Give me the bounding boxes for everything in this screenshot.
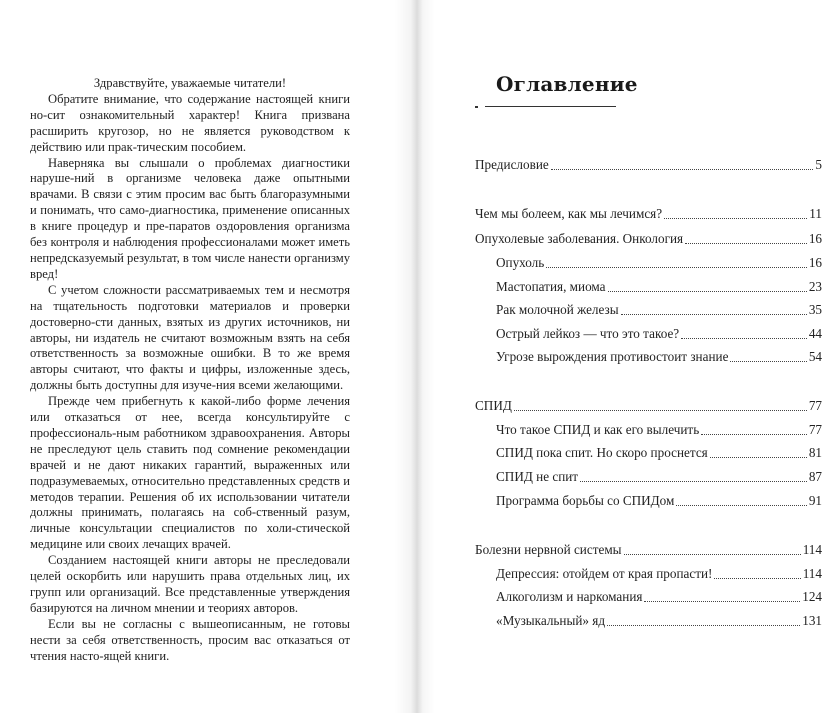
- toc-entry-label: Чем мы болеем, как мы лечимся?: [475, 206, 663, 221]
- toc-entry[interactable]: [496, 445, 822, 461]
- toc-entry-label: Алкоголизм и наркомания: [496, 589, 643, 604]
- toc-entry-page: 77: [808, 422, 822, 437]
- intro-paragraph: Обратите внимание, что содержание настоящей книги но-сит ознакомительный характер! Книга призвана расширить кругозор, но не является руководством к действию или прак-тическим пособием.: [30, 91, 350, 154]
- toc-entry-label: Опухолевые заболевания. Онкология: [475, 231, 684, 246]
- toc-entry[interactable]: [496, 302, 822, 318]
- toc-entry-label: Программа борьбы со СПИДом: [496, 493, 675, 508]
- leader-dots: [546, 266, 807, 268]
- title-underline: [485, 106, 616, 107]
- toc-entry-page: 11: [809, 206, 822, 221]
- leader-dots: [580, 480, 807, 482]
- toc-entry-page: 77: [808, 398, 822, 413]
- leader-dots: [714, 577, 800, 579]
- leader-dots: [607, 624, 800, 626]
- toc-entry-label: Мастопатия, миома: [496, 279, 606, 294]
- toc-entry-page: 124: [802, 589, 822, 604]
- leader-dots: [621, 313, 807, 315]
- toc-entry-page: 44: [808, 326, 822, 341]
- intro-paragraph: С учетом сложности рассматриваемых тем и несмотря на тщательность подготовки материалов и проверки достоверно-сти данных, взятых из других источников, ни авторы, ни издатель не считают возможным взять на себя ответственность за возможные ошибки. В то же время авторы считают, что факты и цифры, изложенные здесь, должны быть доступны для изуче-ния всеми желающими.: [30, 282, 350, 393]
- toc-entry[interactable]: [496, 326, 822, 342]
- toc-entry[interactable]: [496, 349, 822, 365]
- leader-dots: [551, 168, 814, 170]
- toc-entry-page: 87: [808, 469, 822, 484]
- leader-dots: [664, 217, 807, 219]
- leader-dots: [681, 337, 807, 339]
- toc-entry[interactable]: [475, 542, 822, 558]
- toc-entry[interactable]: [496, 566, 822, 582]
- toc-entry-page: 35: [808, 302, 822, 317]
- toc-entry[interactable]: [496, 422, 822, 438]
- toc-entry[interactable]: [475, 398, 822, 414]
- toc-entry[interactable]: [496, 493, 822, 509]
- toc-entry[interactable]: [496, 255, 822, 271]
- toc-entry-label: СПИД не спит: [496, 469, 579, 484]
- toc-entry-label: СПИД пока спит. Но скоро проснется: [496, 445, 708, 460]
- toc-entry-label: Рак молочной железы: [496, 302, 619, 317]
- leader-dots: [608, 290, 807, 292]
- leader-dots: [644, 600, 800, 602]
- toc-entry-page: 114: [802, 566, 822, 581]
- leader-dots: [514, 409, 807, 411]
- toc-entry-label: «Музыкальный» яд: [496, 613, 606, 628]
- toc-entry[interactable]: [475, 231, 822, 247]
- leader-dots: [676, 504, 806, 506]
- toc-entry-page: 114: [802, 542, 822, 557]
- toc-entry[interactable]: [496, 613, 822, 629]
- toc-entry-page: 91: [808, 493, 822, 508]
- toc-entry-label: Опухоль: [496, 255, 545, 270]
- intro-paragraph: Созданием настоящей книги авторы не преследовали целей оскорбить или нарушить права отдельных лиц, их групп или организаций. Все представленные утверждения базируются на личном мнении и теориях авторов.: [30, 553, 350, 615]
- leader-dots: [624, 553, 801, 555]
- toc-entry-label: Предисловие: [475, 157, 549, 172]
- intro-paragraph: Прежде чем прибегнуть к какой-либо форме лечения или отказаться от нее, всегда консультируйте с профессиональ-ным работником здравоохранения. Авторы не преследуют цель ставить под сомнение рекомендации врачей и не дают никаких гарантий, выраженных или подразумеваемых, относительно представленных средств и методов терапии. Решения об их использовании читатели должны принимать, полагаясь на соб-ственный разум, личные консультации специалистов по холи-стической медицине или своих лечащих врачей.: [30, 394, 350, 552]
- title-marker: [475, 106, 478, 108]
- toc-entry-page: 23: [808, 279, 822, 294]
- book-gutter: [395, 0, 435, 713]
- intro-paragraph: Если вы не согласны с вышеописанным, не готовы нести за себя ответственность, просим вас отказаться от чтения насто-ящей книги.: [30, 616, 350, 663]
- toc-entry[interactable]: [496, 469, 822, 485]
- toc-entry-page: 81: [808, 445, 822, 460]
- leader-dots: [685, 242, 807, 244]
- toc-entry-label: Депрессия: отойдем от края пропасти!: [496, 566, 713, 581]
- toc-entry-label: Острый лейкоз — что это такое?: [496, 326, 680, 341]
- toc-entry-page: 16: [808, 255, 822, 270]
- toc-entry-page: 131: [802, 613, 822, 628]
- leader-dots: [710, 456, 807, 458]
- toc-entry[interactable]: [496, 589, 822, 605]
- leader-dots: [701, 433, 807, 435]
- intro-paragraph: Наверняка вы слышали о проблемах диагностики наруше-ний в организме человека даже опытными врачами. В связи с этим просим вас быть благоразумными и понимать, что само-диагностика, применение описанных в книге процедур и пре-паратов оздоровления организма без контроля и наблюдения профессионалами может иметь непредсказуемый результат, в том числе нанести организму вред!: [30, 155, 351, 281]
- greeting: Здравствуйте, уважаемые читатели!: [93, 76, 287, 90]
- toc-title: Оглавление: [496, 72, 638, 96]
- toc-entry[interactable]: [496, 279, 822, 295]
- toc-entry-page: 16: [808, 231, 822, 246]
- leader-dots: [730, 360, 806, 362]
- toc-entry-label: СПИД: [475, 398, 512, 413]
- toc-entry-label: Угрозе вырождения противостоит знание: [496, 349, 729, 364]
- toc-entry-label: Что такое СПИД и как его вылечить: [496, 422, 700, 437]
- toc-entry-page: 5: [815, 157, 822, 172]
- toc-entry[interactable]: [475, 206, 822, 222]
- intro-text: [30, 76, 350, 665]
- toc-entry-page: 54: [808, 349, 822, 364]
- toc-entry-label: Болезни нервной системы: [475, 542, 622, 557]
- toc-entry[interactable]: [475, 157, 822, 173]
